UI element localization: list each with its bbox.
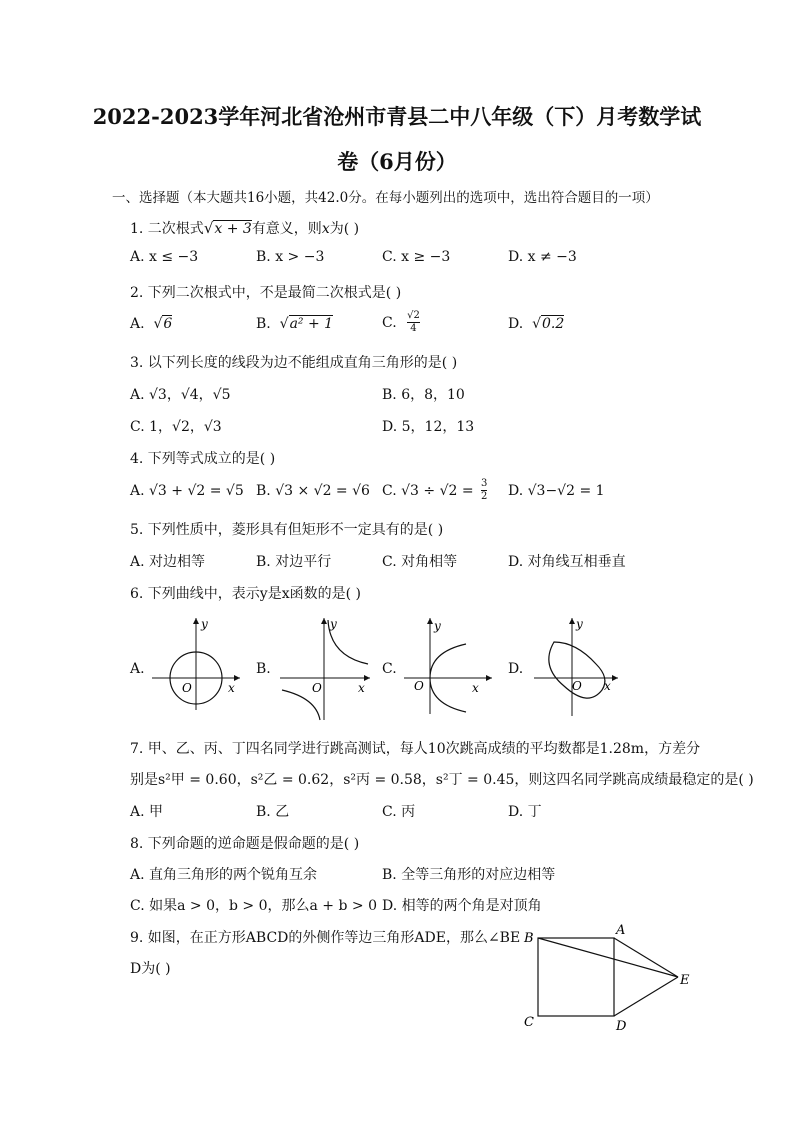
question-1-stem <box>130 218 359 238</box>
q5-option-a[interactable]: A. 对边相等 <box>130 554 206 570</box>
q1-option-b[interactable]: B. x > −3 <box>256 249 325 265</box>
q6a-origin-label: O <box>182 681 192 695</box>
question-7-line1: 7. 甲、乙、丙、丁四名同学进行跳高测试，每人10次跳高成绩的平均数都是1.28m，方差分 <box>130 741 701 757</box>
q1-stem-part-a: 1. 二次根式 <box>130 221 204 237</box>
q6-graph-a-circle <box>148 612 248 712</box>
q2-option-b[interactable]: B. √a² + 1 <box>256 316 334 332</box>
q6d-x-label: x <box>604 679 611 693</box>
question-9-line1: 9. 如图，在正方形ABCD的外侧作等边三角形ADE，那么∠BE <box>130 930 521 946</box>
question-6-stem: 6. 下列曲线中，表示y是x函数的是( ) <box>130 586 361 602</box>
q6c-y-label: y <box>434 619 441 633</box>
q2-d-radicand: 0.2 <box>542 316 565 332</box>
q6d-origin-label: O <box>572 679 582 693</box>
q9-label-a: A <box>616 923 626 938</box>
question-4-stem: 4. 下列等式成立的是( ) <box>130 451 276 467</box>
q9-label-b: B <box>524 931 534 946</box>
q9-label-c: C <box>524 1015 534 1030</box>
q2-option-d[interactable]: D. √0.2 <box>508 316 565 332</box>
q4-option-a[interactable]: A. √3 + √2 = √5 <box>130 483 244 499</box>
q6a-y-label: y <box>201 617 208 631</box>
q3-option-d[interactable]: D. 5，12，13 <box>382 419 475 435</box>
q6d-y-label: y <box>576 617 583 631</box>
q6a-x-label: x <box>228 681 235 695</box>
q4-c-fraction <box>481 478 487 503</box>
q1-stem-part-c: 为( ) <box>329 221 360 237</box>
q2-c-fraction <box>407 310 420 335</box>
q1-option-a[interactable]: A. x ≤ −3 <box>130 249 199 265</box>
q6b-y-label: y <box>330 617 337 631</box>
q4-option-d[interactable]: D. √3−√2 = 1 <box>508 483 605 499</box>
q1-radical-sign: √ <box>203 219 214 237</box>
q6-option-b-label[interactable]: B. <box>256 661 271 677</box>
question-5-stem: 5. 下列性质中，菱形具有但矩形不一定具有的是( ) <box>130 522 444 538</box>
q2-a-radicand: 6 <box>163 316 173 332</box>
q2-option-a[interactable]: A. √6 <box>130 316 173 332</box>
q1-option-c[interactable]: C. x ≥ −3 <box>382 249 451 265</box>
q6-graph-b-hyperbola <box>276 612 376 722</box>
q8-option-c[interactable]: C. 如果a > 0，b > 0，那么a + b > 0 <box>130 898 377 914</box>
q6b-origin-label: O <box>312 681 322 695</box>
q1-radicand: x + 3 <box>214 221 252 237</box>
q8-option-d[interactable]: D. 相等的两个角是对顶角 <box>382 898 542 914</box>
question-9-line2: D为( ) <box>130 961 171 977</box>
q4-c-numerator: 3 <box>481 478 488 489</box>
q9-square-triangle-figure <box>520 922 700 1037</box>
q6c-x-label: x <box>472 681 479 695</box>
q7-option-d[interactable]: D. 丁 <box>508 804 542 820</box>
q4-c-denominator: 2 <box>481 491 488 502</box>
q2-option-c[interactable] <box>382 310 420 335</box>
q4-option-b[interactable]: B. √3 × √2 = √6 <box>256 483 370 499</box>
q2-c-denominator: 4 <box>410 323 417 334</box>
exam-title-line1: 2022-2023学年河北省沧州市青县二中八年级（下）月考数学试 <box>92 104 702 129</box>
question-7-line2: 别是s²甲 = 0.60，s²乙 = 0.62，s²丙 = 0.58，s²丁 = 0.45，则这四名同学跳高成绩最稳定的是( ) <box>130 772 754 788</box>
q6c-origin-label: O <box>414 679 424 693</box>
exam-title-line2: 卷（6月份） <box>337 149 457 174</box>
q6-graph-d-loop <box>530 612 630 718</box>
q6-option-c-label[interactable]: C. <box>382 661 397 677</box>
q5-option-c[interactable]: C. 对角相等 <box>382 554 458 570</box>
q3-option-c[interactable]: C. 1，√2，√3 <box>130 419 222 435</box>
q5-option-d[interactable]: D. 对角线互相垂直 <box>508 554 626 570</box>
q6-option-a-label[interactable]: A. <box>130 661 145 677</box>
q2-c-label: C. <box>382 314 397 331</box>
q9-label-d: D <box>616 1019 627 1034</box>
q1-stem-part-b: 有意义，则 <box>251 221 322 237</box>
q5-option-b[interactable]: B. 对边平行 <box>256 554 332 570</box>
q3-option-a[interactable]: A. √3，√4，√5 <box>130 387 231 403</box>
q6-option-d-label[interactable]: D. <box>508 661 524 677</box>
q1-option-d[interactable]: D. x ≠ −3 <box>508 249 577 265</box>
section-header: 一、选择题（本大题共16小题，共42.0分。在每小题列出的选项中，选出符合题目的一项） <box>112 190 659 206</box>
q8-option-b[interactable]: B. 全等三角形的对应边相等 <box>382 867 556 883</box>
q7-option-b[interactable]: B. 乙 <box>256 804 290 820</box>
q7-option-a[interactable]: A. 甲 <box>130 804 164 820</box>
q2-b-label: B. <box>256 316 271 332</box>
q9-label-e: E <box>680 973 690 988</box>
q2-a-label: A. <box>130 316 145 332</box>
question-2-stem: 2. 下列二次根式中，不是最简二次根式是( ) <box>130 285 402 301</box>
q3-option-b[interactable]: B. 6，8，10 <box>382 387 465 403</box>
q4-option-c[interactable] <box>382 478 487 503</box>
q2-b-radicand: a² + 1 <box>289 316 334 332</box>
question-8-stem: 8. 下列命题的逆命题是假命题的是( ) <box>130 836 360 852</box>
q7-option-c[interactable]: C. 丙 <box>382 804 416 820</box>
q6b-x-label: x <box>358 681 365 695</box>
q1-variable: x <box>321 221 330 237</box>
q2-d-label: D. <box>508 316 524 332</box>
q6-graph-c-parabola <box>400 612 500 716</box>
q2-c-numerator: √2 <box>407 310 420 321</box>
q8-option-a[interactable]: A. 直角三角形的两个锐角互余 <box>130 867 318 883</box>
q4-c-text: C. √3 ÷ √2 = <box>382 482 474 499</box>
question-3-stem: 3. 以下列长度的线段为边不能组成直角三角形的是( ) <box>130 355 458 371</box>
